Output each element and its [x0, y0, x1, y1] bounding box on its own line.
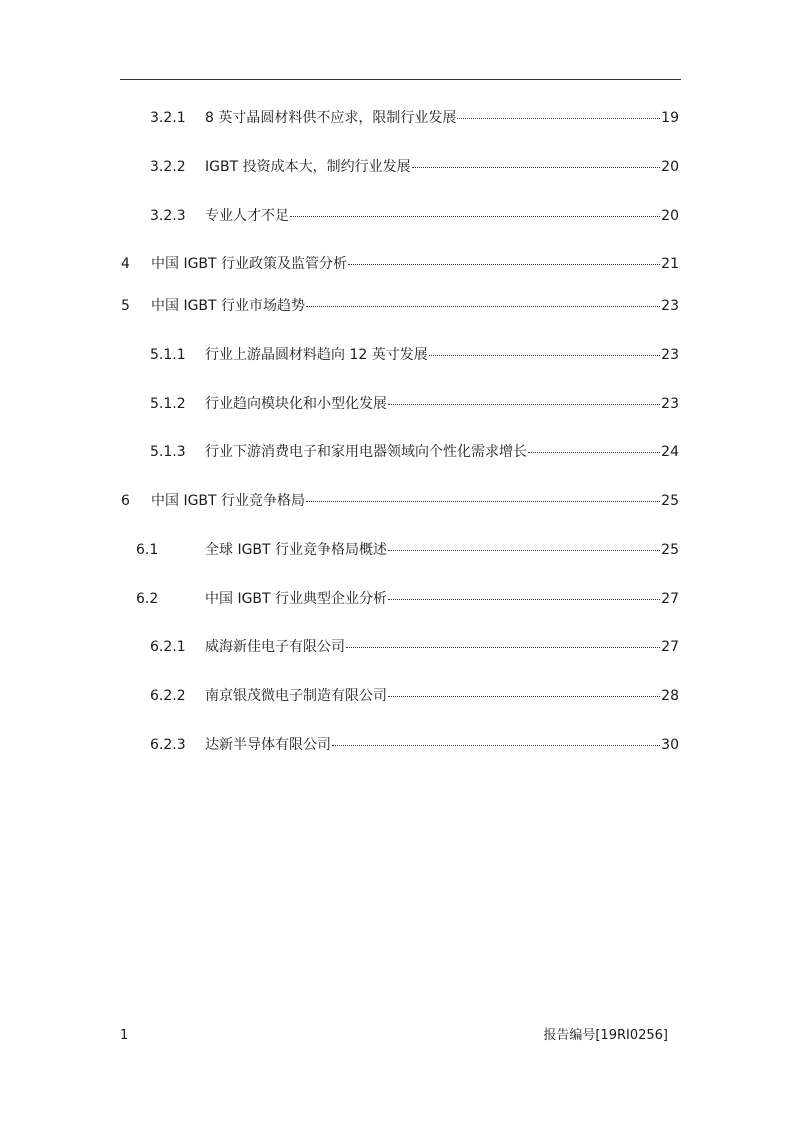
toc-entry-page: 28 [661, 688, 679, 704]
toc-dot-leader [412, 167, 661, 168]
toc-entry-title: 中国 IGBT 行业典型企业分析 [205, 591, 388, 607]
toc-entry-number: 3.2.2 [150, 159, 186, 175]
toc-entry-title: IGBT 投资成本大，制约行业发展 [205, 159, 411, 175]
toc-dot-leader [290, 216, 660, 217]
toc-entry-number: 5.1.3 [150, 444, 186, 460]
toc-entry-title: 威海新佳电子有限公司 [205, 639, 345, 655]
toc-entry-number: 6 [121, 493, 130, 509]
toc-entry-page: 20 [661, 208, 679, 224]
toc-entry-title: 行业上游晶圆材料趋向 12 英寸发展 [205, 347, 428, 363]
toc-entry-title: 达新半导体有限公司 [205, 737, 331, 753]
toc-entry-title: 专业人才不足 [205, 208, 289, 224]
toc-entry-number: 6.2.3 [150, 737, 186, 753]
toc-entry-title: 行业趋向模块化和小型化发展 [205, 396, 387, 412]
toc-entry-number: 4 [121, 256, 130, 272]
toc-dot-leader [388, 550, 660, 551]
toc-entry-page: 25 [661, 493, 679, 509]
toc-entry-page: 30 [661, 737, 679, 753]
footer-report-id: 报告编号[19RI0256] [543, 1028, 668, 1043]
toc-dot-leader [346, 647, 660, 648]
toc-entry-page: 27 [661, 591, 679, 607]
toc-dot-leader [528, 452, 660, 453]
toc-entry-page: 24 [661, 444, 679, 460]
toc-entry-title: 中国 IGBT 行业竞争格局 [151, 493, 306, 509]
toc-entry-page: 21 [661, 256, 679, 272]
toc-entry-title: 全球 IGBT 行业竞争格局概述 [205, 542, 388, 558]
toc-dot-leader [332, 745, 660, 746]
toc-entry-page: 25 [661, 542, 679, 558]
toc-entry-title: 行业下游消费电子和家用电器领域向个性化需求增长 [205, 444, 527, 460]
toc-dot-leader [388, 404, 660, 405]
toc-entry-number: 5 [121, 298, 130, 314]
toc-entry-title: 中国 IGBT 行业市场趋势 [151, 298, 306, 314]
header-rule [120, 79, 681, 80]
toc-entry-page: 27 [661, 639, 679, 655]
toc-entry-number: 6.2 [136, 591, 159, 607]
toc-dot-leader [388, 696, 660, 697]
toc-dot-leader [429, 355, 660, 356]
toc-dot-leader [457, 118, 660, 119]
toc-entry-page: 23 [661, 298, 679, 314]
toc-entry-number: 5.1.2 [150, 396, 186, 412]
toc-entry-title: 中国 IGBT 行业政策及监管分析 [151, 256, 348, 272]
toc-entry-title: 南京银茂微电子制造有限公司 [205, 688, 387, 704]
toc-entry-number: 3.2.3 [150, 208, 186, 224]
toc-dot-leader [388, 599, 660, 600]
toc-dot-leader [306, 501, 660, 502]
footer-page-number: 1 [120, 1028, 129, 1043]
toc-entry-number: 6.2.1 [150, 639, 186, 655]
toc-entry-number: 3.2.1 [150, 110, 186, 126]
toc-entry-page: 23 [661, 347, 679, 363]
toc-dot-leader [306, 306, 660, 307]
toc-entry-page: 19 [661, 110, 679, 126]
toc-dot-leader [348, 264, 660, 265]
toc-entry-number: 6.2.2 [150, 688, 186, 704]
toc-entry-number: 6.1 [136, 542, 159, 558]
toc-entry-title: 8 英寸晶圆材料供不应求，限制行业发展 [205, 110, 457, 126]
toc-entry-page: 23 [661, 396, 679, 412]
toc-entry-page: 20 [661, 159, 679, 175]
toc-entry-number: 5.1.1 [150, 347, 186, 363]
